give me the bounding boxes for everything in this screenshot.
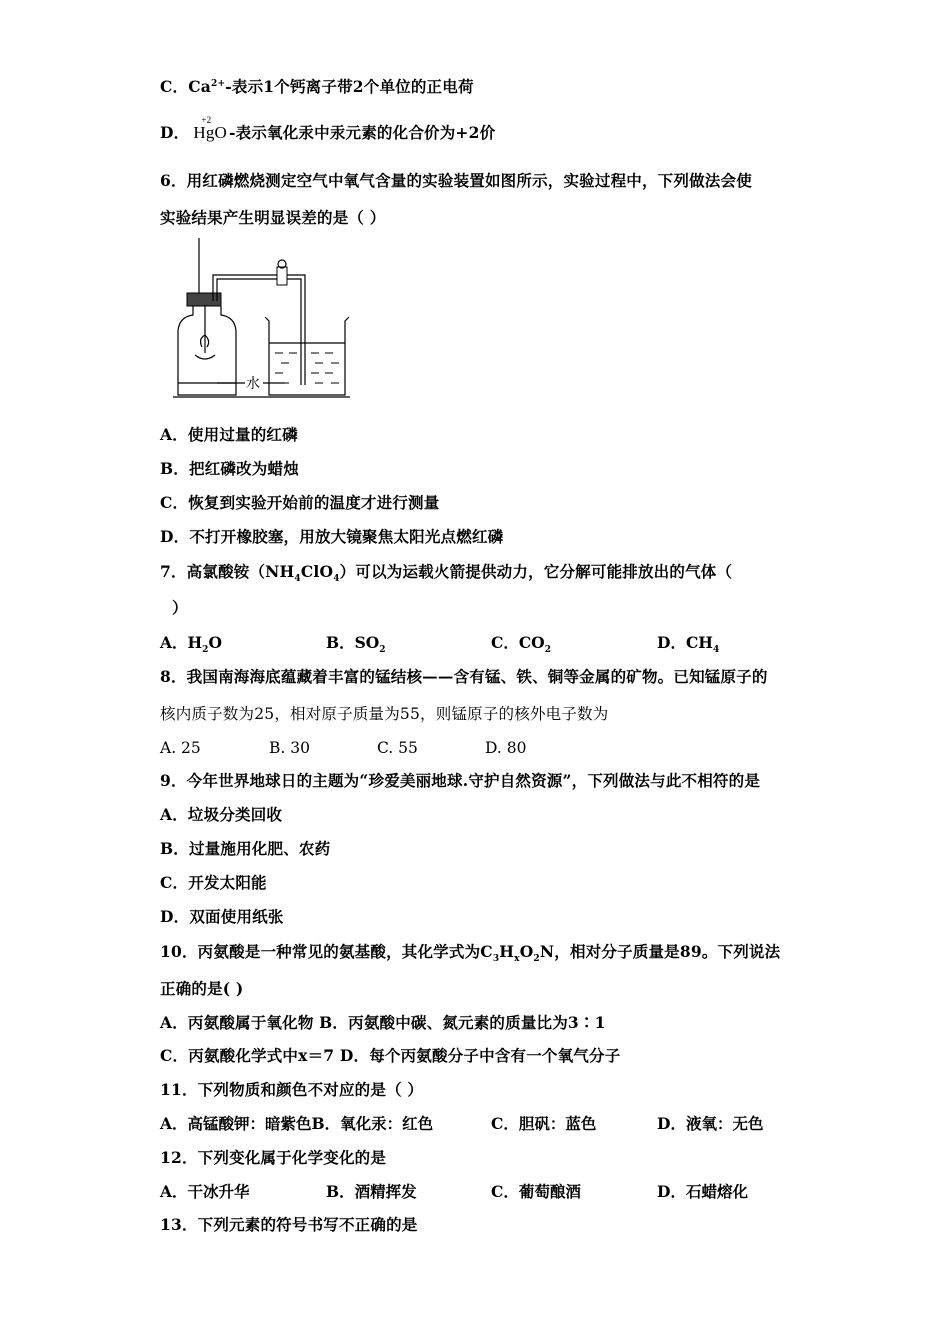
q11-stem: 11．下列物质和颜色不对应的是（ ） xyxy=(160,1080,424,1099)
water-hatching xyxy=(275,353,339,383)
q7-option-d: D．$CH_4$ xyxy=(657,633,720,656)
subscript: 2 xyxy=(533,954,540,965)
option-text: -表示氧化汞中汞元素的化合价为+2价 xyxy=(229,123,496,142)
stem-text: 7．高氯酸铵（NH xyxy=(160,562,295,581)
q11-option-ab: A．高锰酸钾：暗紫色B．氧化汞：红色 xyxy=(160,1114,434,1133)
subscript: 4 xyxy=(294,574,301,585)
q6-option-b: B．把红磷改为蜡烛 xyxy=(160,459,299,478)
connecting-tube-inner xyxy=(217,279,301,385)
q8-option-a: A. 25 xyxy=(160,739,201,757)
q11-option-d: D．液氧：无色 xyxy=(657,1114,764,1133)
stem-text: 10．丙氨酸是一种常见的氨基酸，其化学式为C xyxy=(160,942,493,961)
formula-text: HgO xyxy=(193,123,227,142)
rubber-stopper xyxy=(187,293,221,306)
q10-stem-line2: 正确的是( ) xyxy=(160,979,244,998)
q8-option-b: B. 30 xyxy=(269,739,310,757)
q7-option-c: C．$CO_2$ xyxy=(491,633,551,656)
q7-option-b: B．$SO_2$ xyxy=(326,633,386,656)
q12-option-c: C．葡萄酿酒 xyxy=(491,1182,581,1201)
q9-stem: 9．今年世界地球日的主题为“珍爱美丽地球.守护自然资源”，下列做法与此不相符的是 xyxy=(160,771,761,790)
q8-stem-line2: 核内质子数为25，相对原子质量为55，则锰原子的核外电子数为 xyxy=(160,705,609,723)
q6-option-c: C．恢复到实验开始前的温度才进行测量 xyxy=(160,493,440,512)
q7-stem-line1 xyxy=(160,562,733,585)
option-label: C． xyxy=(160,77,189,96)
q13-stem: 13．下列元素的符号书写不正确的是 xyxy=(160,1215,418,1234)
q6-option-d: D．不打开橡胶塞，用放大镜聚焦太阳光点燃红磷 xyxy=(160,527,504,546)
clamp xyxy=(277,267,287,285)
valence-mark: +2 xyxy=(201,115,212,125)
gas-jar xyxy=(178,306,236,395)
subscript: 3 xyxy=(492,954,500,965)
option-label: D． xyxy=(160,123,190,142)
q8-stem-line1: 8．我国南海海底蕴藏着丰富的锰结核——含有锰、铁、铜等金属的矿物。已知锰原子的 xyxy=(160,667,768,686)
q12-option-d: D．石蜡熔化 xyxy=(657,1182,748,1201)
q6-apparatus-figure xyxy=(165,235,360,405)
q9-option-d: D．双面使用纸张 xyxy=(160,907,284,926)
subscript: x xyxy=(514,954,520,965)
q5-option-d xyxy=(160,115,496,143)
q8-option-d: D. 80 xyxy=(485,739,527,757)
q9-option-c: C．开发太阳能 xyxy=(160,873,267,892)
stem-text: ）可以为运载火箭提供动力，它分解可能排放出的气体（ xyxy=(339,562,733,581)
q8-options xyxy=(160,738,660,758)
q7-stem-line2: ） xyxy=(172,598,188,617)
ion-symbol: Ca xyxy=(188,77,212,96)
q12-stem: 12．下列变化属于化学变化的是 xyxy=(160,1148,387,1167)
q12-option-b: B．酒精挥发 xyxy=(326,1182,417,1201)
q8-option-c: C. 55 xyxy=(377,739,418,757)
stem-text: ClO xyxy=(300,562,334,581)
subscript: 4 xyxy=(333,574,340,585)
q12-option-a: A．干冰升华 xyxy=(160,1182,250,1201)
option-text: -表示1个钙离子带2个单位的正电荷 xyxy=(225,77,474,96)
combustion-spoon xyxy=(195,355,215,359)
stem-text: H xyxy=(499,942,515,961)
q5-option-c xyxy=(160,77,474,97)
stem-text: O xyxy=(519,942,534,961)
stem-text: N，相对分子质量是89。下列说法 xyxy=(539,942,781,961)
q11-options xyxy=(160,1114,860,1134)
water-label: 水 xyxy=(246,376,260,392)
q10-options-ab: A．丙氨酸属于氧化物 B．丙氨酸中碳、氮元素的质量比为3∶1 xyxy=(160,1013,606,1032)
q6-stem-line1: 6．用红磷燃烧测定空气中氧气含量的实验装置如图所示，实验过程中，下列做法会使 xyxy=(160,171,752,190)
q9-option-b: B．过量施用化肥、农药 xyxy=(160,839,331,858)
q11-option-c: C．胆矾：蓝色 xyxy=(491,1114,597,1133)
connecting-tube xyxy=(213,275,305,385)
q6-stem-line2: 实验结果产生明显误差的是（ ） xyxy=(160,208,386,227)
hgo-formula xyxy=(193,115,227,143)
q9-option-a: A．垃圾分类回收 xyxy=(160,805,283,824)
q7-options xyxy=(160,633,860,656)
q10-stem-line1 xyxy=(160,942,781,965)
q10-options-cd: C．丙氨酸化学式中x＝7 D．每个丙氨酸分子中含有一个氧气分子 xyxy=(160,1046,621,1065)
ion-charge: 2+ xyxy=(211,78,226,89)
q6-option-a: A．使用过量的红磷 xyxy=(160,425,298,444)
q12-options xyxy=(160,1182,860,1202)
q7-option-a: A．$H_2O$ xyxy=(160,633,222,656)
